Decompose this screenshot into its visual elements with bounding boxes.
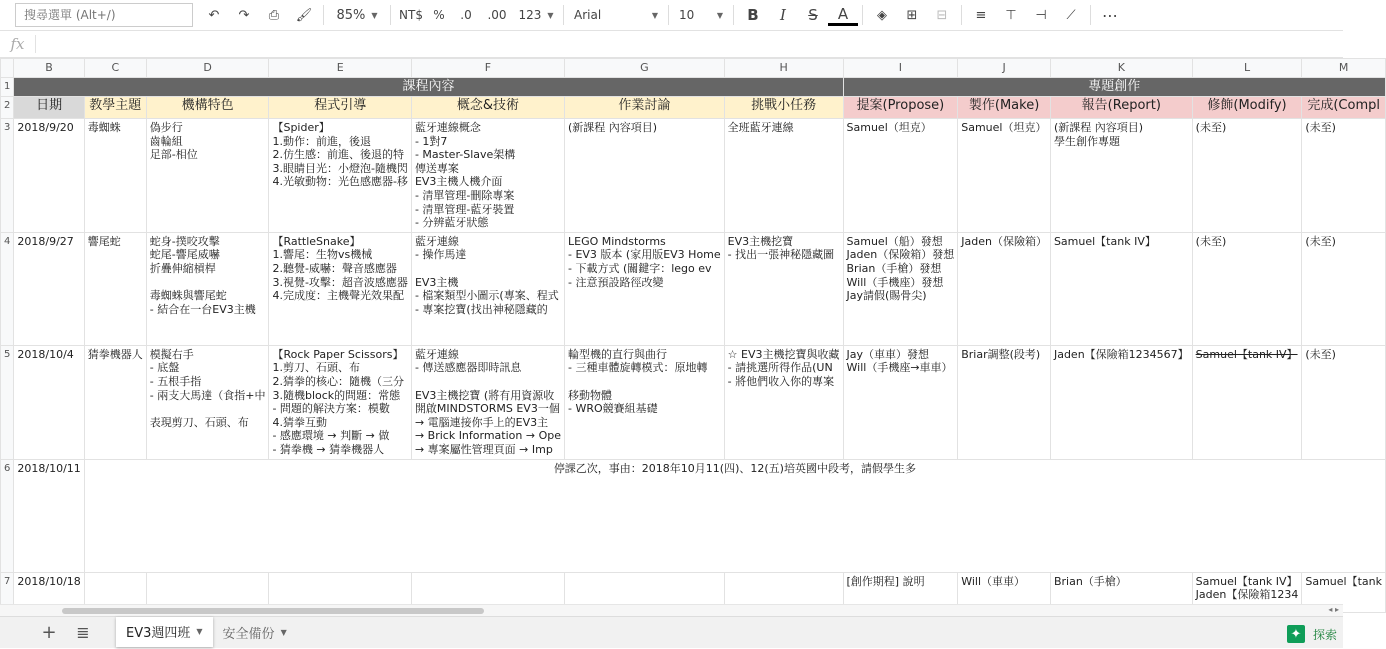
cell-date[interactable]: 2018/10/4 bbox=[14, 345, 84, 459]
cell-line: - 操作馬達 bbox=[414, 248, 467, 262]
cell-line: 藍牙連線 bbox=[414, 234, 459, 248]
cell-line: (未至) bbox=[1305, 234, 1336, 248]
header-mechanism[interactable]: 機構特色 bbox=[146, 97, 269, 119]
toolbar-divider bbox=[563, 5, 564, 25]
table-row bbox=[1, 232, 1386, 345]
chevron-down-icon: ▼ bbox=[547, 10, 554, 20]
cell-propose[interactable] bbox=[843, 119, 958, 233]
cell-complete[interactable] bbox=[1302, 345, 1386, 459]
font-name: Arial bbox=[574, 8, 602, 22]
cell-line: EV3主機人機介面 bbox=[414, 175, 503, 189]
cell-line: - 底盤 bbox=[149, 361, 180, 375]
cell-report[interactable] bbox=[1050, 119, 1192, 233]
cell-line: 開啟MINDSTORMS EV3一個 bbox=[414, 402, 560, 416]
cell-make[interactable] bbox=[958, 345, 1051, 459]
cell-line: 折疊伸縮槓桿 bbox=[149, 261, 216, 275]
cell-propose[interactable] bbox=[843, 345, 958, 459]
cell-line: Samuel（坦克） bbox=[961, 121, 1047, 134]
course-content-title[interactable]: 課程內容 bbox=[14, 78, 843, 97]
cell-date[interactable]: 2018/10/18 bbox=[14, 572, 84, 612]
cell-line: Brian（手槍）發想 bbox=[846, 261, 942, 275]
cell-concept[interactable] bbox=[411, 345, 564, 459]
cell-complete[interactable] bbox=[1302, 119, 1386, 233]
formula-input[interactable] bbox=[36, 34, 1343, 54]
column-header[interactable]: C bbox=[84, 59, 146, 78]
cell-mechanism[interactable] bbox=[146, 345, 269, 459]
cell-concept[interactable] bbox=[411, 119, 564, 233]
chevron-down-icon: ▼ bbox=[371, 10, 378, 20]
cell-line: 4.完成度：主機聲光效果配 bbox=[272, 289, 404, 303]
cell-line: - 清單管理-藍牙裝置 bbox=[414, 202, 515, 216]
vertical-align-icon[interactable]: ⊤ bbox=[1005, 7, 1017, 23]
fx-label: fx bbox=[0, 35, 36, 53]
table-row bbox=[1, 459, 1386, 572]
cell-line: Samuel（船）發想 bbox=[846, 234, 943, 248]
header-challenge[interactable]: 挑戰小任務 bbox=[724, 97, 843, 119]
chevron-down-icon: ▼ bbox=[651, 10, 658, 20]
cell-modify[interactable] bbox=[1192, 345, 1302, 459]
row-header[interactable]: 6 bbox=[1, 459, 14, 572]
cell-line: - Master-Slave架構 bbox=[414, 148, 516, 162]
explore-icon: ✦ bbox=[1287, 625, 1305, 643]
cell-line: (未至) bbox=[1305, 347, 1336, 361]
cell-line: - 1對7 bbox=[414, 134, 448, 148]
cell-line: 1.動作：前進，後退 bbox=[272, 134, 371, 148]
cell-line: 偽步行 bbox=[149, 121, 183, 134]
column-header[interactable]: B bbox=[14, 59, 84, 78]
header-modify[interactable]: 修飾(Modify) bbox=[1192, 97, 1302, 119]
column-header[interactable]: D bbox=[146, 59, 269, 78]
cell-line bbox=[150, 402, 266, 416]
cell-line: Samuel【tank IV】 bbox=[1195, 574, 1298, 588]
header-date[interactable]: 日期 bbox=[14, 97, 84, 119]
cell-challenge[interactable] bbox=[724, 345, 843, 459]
cell-line: - 分辨藍牙狀態 bbox=[414, 216, 489, 230]
cell-line: 蛇身-撲咬攻擊 bbox=[149, 234, 220, 248]
cell-date[interactable]: 2018/10/11 bbox=[14, 459, 84, 572]
cell-homework[interactable] bbox=[564, 119, 724, 233]
cell-line: Jay請假(賜骨尖) bbox=[846, 289, 927, 303]
currency-button[interactable]: NT$ bbox=[399, 8, 423, 22]
table-row bbox=[1, 119, 1386, 233]
select-all-corner[interactable] bbox=[1, 59, 14, 78]
sheet-table bbox=[0, 58, 1386, 613]
fill-color-icon[interactable]: ◈ bbox=[877, 7, 887, 23]
cell-line: Samuel【tank bbox=[1305, 574, 1382, 588]
cell-line: 1.剪刀、石頭、布 bbox=[272, 361, 360, 375]
cell-program[interactable] bbox=[269, 345, 411, 459]
undo-icon[interactable]: ↶ bbox=[208, 7, 220, 23]
row-header[interactable]: 4 bbox=[1, 232, 14, 345]
cell-line: Jaden【保險箱1234567】 bbox=[1053, 347, 1189, 361]
header-homework[interactable]: 作業討論 bbox=[564, 97, 724, 119]
all-sheets-button[interactable]: ≣ bbox=[76, 623, 90, 642]
sheet-tabs-bar bbox=[0, 616, 1343, 648]
cell-line bbox=[150, 276, 266, 290]
scroll-arrows-icon[interactable]: ◂ ▸ bbox=[1328, 605, 1339, 614]
cell-line: [創作期程] 說明 bbox=[846, 574, 925, 588]
cell-line: - EV3 版本 (家用版EV3 Home bbox=[567, 248, 721, 262]
font-size-select[interactable] bbox=[673, 3, 729, 27]
cell-line: 蛇尾-響尾威嚇 bbox=[149, 248, 220, 262]
align-left-icon[interactable]: ≡ bbox=[975, 7, 987, 23]
toolbar-divider bbox=[323, 5, 324, 25]
add-sheet-button[interactable]: + bbox=[41, 622, 57, 643]
merge-cells-icon[interactable]: ⊟ bbox=[936, 7, 948, 23]
cell-line: (未至) bbox=[1195, 121, 1227, 134]
cell-line bbox=[415, 262, 561, 276]
toolbar-divider bbox=[733, 5, 734, 25]
text-color-button[interactable]: A bbox=[828, 4, 858, 26]
table-row bbox=[1, 345, 1386, 459]
cell-challenge[interactable] bbox=[724, 119, 843, 233]
cell-topic[interactable]: 毒蜘蛛 bbox=[84, 119, 146, 233]
cell-modify[interactable] bbox=[1192, 232, 1302, 345]
cell-line: 3.視覺-攻擊：超音波感應器 bbox=[272, 275, 408, 289]
row-header[interactable]: 2 bbox=[1, 97, 14, 119]
cell-line: → Brick Information → Ope bbox=[414, 429, 561, 443]
cell-line: Briar調整(段考) bbox=[961, 347, 1041, 361]
cell-topic[interactable]: 響尾蛇 bbox=[84, 232, 146, 345]
cell-challenge[interactable] bbox=[724, 232, 843, 345]
cell-line: - 注意預設路徑改變 bbox=[567, 275, 664, 289]
number-format-select[interactable] bbox=[513, 3, 559, 27]
paint-format-icon[interactable]: 🖌 bbox=[295, 7, 313, 23]
cell-line: Jaden（保險箱）發想 bbox=[846, 248, 955, 262]
column-header[interactable]: H bbox=[724, 59, 843, 78]
cell-line: - 猜拳機 → 猜拳機器人 bbox=[272, 442, 385, 456]
cell-homework[interactable] bbox=[564, 232, 724, 345]
column-header[interactable]: K bbox=[1050, 59, 1192, 78]
cancel-notice-cell[interactable]: 停課乙次，事由：2018年10月11(四)、12(五)培英國中段考，請假學生多 bbox=[84, 459, 1385, 572]
column-header[interactable]: G bbox=[564, 59, 724, 78]
cell-topic[interactable]: 猜拳機器人 bbox=[84, 345, 146, 459]
cell-line: 模擬右手 bbox=[149, 347, 194, 361]
toolbar-divider bbox=[668, 5, 669, 25]
column-header[interactable]: L bbox=[1192, 59, 1302, 78]
toolbar-divider bbox=[862, 5, 863, 25]
text-rotation-icon[interactable]: ⟋ bbox=[1066, 7, 1076, 23]
more-icon[interactable]: ⋯ bbox=[1102, 5, 1118, 25]
cell-line: 傳送專案 bbox=[414, 161, 459, 175]
header-make[interactable]: 製作(Make) bbox=[958, 97, 1051, 119]
cell-line: 齒輪組 bbox=[149, 134, 183, 148]
cell-line: → 電腦連接你手上的EV3主 bbox=[414, 415, 549, 429]
percent-button[interactable]: % bbox=[433, 8, 445, 22]
row-header[interactable]: 5 bbox=[1, 345, 14, 459]
cell-line: 毒蜘蛛與響尾蛇 bbox=[149, 289, 227, 303]
row-header[interactable]: 1 bbox=[1, 78, 14, 97]
cell-date[interactable]: 2018/9/20 bbox=[14, 119, 84, 233]
cell-make[interactable] bbox=[958, 232, 1051, 345]
cell-line: - 感應環境 → 判斷 → 做 bbox=[272, 429, 390, 443]
cell-line: 3.眼睛目光：小燈泡-隨機閃 bbox=[272, 161, 408, 175]
cell-line: 2.猜拳的核心：隨機（三分 bbox=[272, 374, 404, 388]
cell-line: - WRO競賽組基礎 bbox=[567, 402, 658, 416]
cell-line: Will（手機座→車車） bbox=[846, 361, 953, 375]
column-header[interactable]: I bbox=[843, 59, 958, 78]
cell-propose[interactable] bbox=[843, 232, 958, 345]
cell-line: 4.光敏動物：光色感應器-移 bbox=[272, 175, 408, 189]
zoom-value: 85% bbox=[336, 7, 366, 23]
cell-line: 學生創作專題 bbox=[1053, 134, 1120, 148]
cell-report[interactable] bbox=[1050, 345, 1192, 459]
cell-program[interactable] bbox=[269, 119, 411, 233]
header-report[interactable]: 報告(Report) bbox=[1050, 97, 1192, 119]
cell-line: (新課程 內容項目) bbox=[567, 121, 658, 134]
sheet-tab-label: 安全備份 bbox=[222, 627, 275, 642]
cell-line: 輪型機的直行與曲行 bbox=[567, 347, 667, 361]
cell-line: - 專案挖寶(找出神秘隱藏的 bbox=[414, 302, 548, 316]
row-header[interactable]: 3 bbox=[1, 119, 14, 233]
cell-line: - 兩支大馬達（食指+中 bbox=[149, 388, 266, 402]
cell-line: 3.隨機block的問題：常態 bbox=[272, 388, 401, 402]
cell-line: - 結合在一台EV3主機 bbox=[149, 302, 256, 316]
sheet-tab[interactable] bbox=[213, 617, 297, 649]
cell-line: 足部-相位 bbox=[149, 148, 198, 162]
cell-report[interactable] bbox=[1050, 232, 1192, 345]
cell-line: - 找出一張神秘隱藏圖 bbox=[727, 248, 835, 262]
cell-program[interactable] bbox=[269, 232, 411, 345]
horizontal-scrollbar[interactable] bbox=[0, 604, 1343, 616]
cell-line: 【Rock Paper Scissors】 bbox=[272, 347, 404, 361]
row-header[interactable]: 7 bbox=[1, 572, 14, 612]
borders-icon[interactable]: ⊞ bbox=[906, 7, 918, 23]
cell-line: 表現剪刀、石頭、布 bbox=[149, 415, 249, 429]
print-icon[interactable]: ⎙ bbox=[268, 7, 280, 23]
cell-line: Samuel（坦克） bbox=[846, 121, 932, 134]
zoom-select[interactable] bbox=[328, 3, 386, 27]
cell-line: (新課程 內容項目) bbox=[1053, 121, 1144, 134]
cell-concept[interactable] bbox=[411, 232, 564, 345]
cell-line: - 下載方式 (關鍵字：lego ev bbox=[567, 261, 712, 275]
chevron-down-icon: ▼ bbox=[716, 10, 723, 20]
toolbar-divider bbox=[1090, 5, 1091, 25]
cell-line: - 傳送感應器即時訊息 bbox=[414, 361, 522, 375]
cell-line: Brian（手槍） bbox=[1053, 574, 1127, 588]
project-creation-title[interactable]: 專題創作 bbox=[843, 78, 1385, 97]
header-complete[interactable]: 完成(Compl bbox=[1302, 97, 1386, 119]
cell-line: Jaden【保險箱1234 bbox=[1195, 588, 1299, 602]
header-concept[interactable]: 概念&技術 bbox=[411, 97, 564, 119]
cell-line: - 將他們收入你的專案 bbox=[727, 374, 835, 388]
scrollbar-thumb[interactable] bbox=[62, 608, 484, 614]
toolbar bbox=[0, 0, 1343, 31]
cell-line: (未至) bbox=[1305, 121, 1336, 134]
column-header[interactable]: M bbox=[1302, 59, 1386, 78]
header-topic[interactable]: 教學主題 bbox=[84, 97, 146, 119]
cell-line: - 檔案類型小圖示(專案、程式 bbox=[414, 289, 559, 303]
cell-line: 【Spider】 bbox=[272, 121, 330, 134]
cell-date[interactable]: 2018/9/27 bbox=[14, 232, 84, 345]
cell-line: 【RattleSnake】 bbox=[272, 234, 361, 248]
cell-line: → 專案屬性管理頁面 → Imp bbox=[414, 442, 553, 456]
spreadsheet-grid bbox=[0, 58, 1382, 604]
cell-line: Samuel【tank IV】 bbox=[1195, 347, 1298, 361]
italic-button[interactable]: I bbox=[780, 6, 786, 24]
toolbar-divider bbox=[961, 5, 962, 25]
cell-line: 移動物體 bbox=[567, 388, 612, 402]
cell-complete[interactable] bbox=[1302, 232, 1386, 345]
cell-line: Samuel【tank IV】 bbox=[1053, 234, 1156, 248]
cell-line bbox=[568, 375, 721, 389]
cell-make[interactable] bbox=[958, 119, 1051, 233]
cell-line: Jaden（保險箱） bbox=[961, 234, 1047, 248]
sheet-tab-label: EV3週四班 bbox=[126, 626, 191, 641]
cell-line: EV3主機挖寶 (將有用資源收 bbox=[414, 388, 555, 402]
column-header[interactable]: E bbox=[269, 59, 411, 78]
cell-line: 2.仿生感：前進、後退的特 bbox=[272, 148, 404, 162]
explore-button[interactable] bbox=[1287, 625, 1337, 643]
cell-line bbox=[415, 375, 561, 389]
cell-line: 2.聽覺-威嚇：聲音感應器 bbox=[272, 261, 397, 275]
redo-icon[interactable]: ↷ bbox=[238, 7, 250, 23]
cell-line: - 請挑選所得作品(UN bbox=[727, 361, 833, 375]
column-header[interactable]: F bbox=[411, 59, 564, 78]
cell-line: Will（手機座）發想 bbox=[846, 275, 944, 289]
bold-button[interactable]: B bbox=[747, 6, 759, 24]
cell-line: Jay（車車）發想 bbox=[846, 347, 930, 361]
cell-line: - 三種車體旋轉模式：原地轉 bbox=[567, 361, 708, 375]
cell-mechanism[interactable] bbox=[146, 232, 269, 345]
chevron-down-icon[interactable]: ▼ bbox=[280, 628, 287, 637]
text-wrap-icon[interactable]: ⊣ bbox=[1035, 7, 1047, 23]
cell-line: 藍牙連線概念 bbox=[414, 121, 481, 134]
decrease-decimal-button[interactable]: .0 bbox=[460, 8, 472, 22]
cell-line: - 問題的解決方案：模數 bbox=[272, 402, 390, 416]
cell-line: 藍牙連線 bbox=[414, 347, 459, 361]
cell-line: 4.猜拳互動 bbox=[272, 415, 327, 429]
cell-line: - 五根手指 bbox=[149, 374, 202, 388]
cell-line: 1.響尾：生物vs機械 bbox=[272, 248, 373, 262]
chevron-down-icon[interactable]: ▼ bbox=[196, 627, 203, 636]
strikethrough-button[interactable]: S bbox=[808, 6, 818, 24]
cell-line: LEGO Mindstorms bbox=[567, 234, 666, 248]
cell-homework[interactable] bbox=[564, 345, 724, 459]
cell-line: EV3主機挖寶 bbox=[727, 234, 794, 248]
header-program[interactable]: 程式引導 bbox=[269, 97, 411, 119]
cell-line: - 清單管理-刪除專案 bbox=[414, 188, 515, 202]
toolbar-divider bbox=[390, 5, 391, 25]
column-header[interactable]: J bbox=[958, 59, 1051, 78]
sheet-tab-active[interactable] bbox=[116, 617, 213, 647]
cell-mechanism[interactable] bbox=[146, 119, 269, 233]
increase-decimal-button[interactable]: .00 bbox=[487, 8, 507, 22]
cell-line: EV3主機 bbox=[414, 275, 459, 289]
number-format-label: 123 bbox=[518, 8, 542, 22]
cell-line: ☆ EV3主機挖寶與收藏 bbox=[727, 347, 840, 361]
font-select[interactable] bbox=[568, 3, 664, 27]
formula-bar bbox=[0, 31, 1343, 58]
cell-line: (未至) bbox=[1195, 234, 1227, 248]
menu-search-input[interactable] bbox=[15, 3, 193, 27]
cell-line: Will（車車） bbox=[961, 574, 1026, 588]
font-size-value: 10 bbox=[679, 8, 695, 22]
cell-modify[interactable] bbox=[1192, 119, 1302, 233]
cell-line: 全班藍牙連線 bbox=[727, 121, 794, 134]
explore-label: 探索 bbox=[1312, 627, 1337, 642]
header-propose[interactable]: 提案(Propose) bbox=[843, 97, 958, 119]
